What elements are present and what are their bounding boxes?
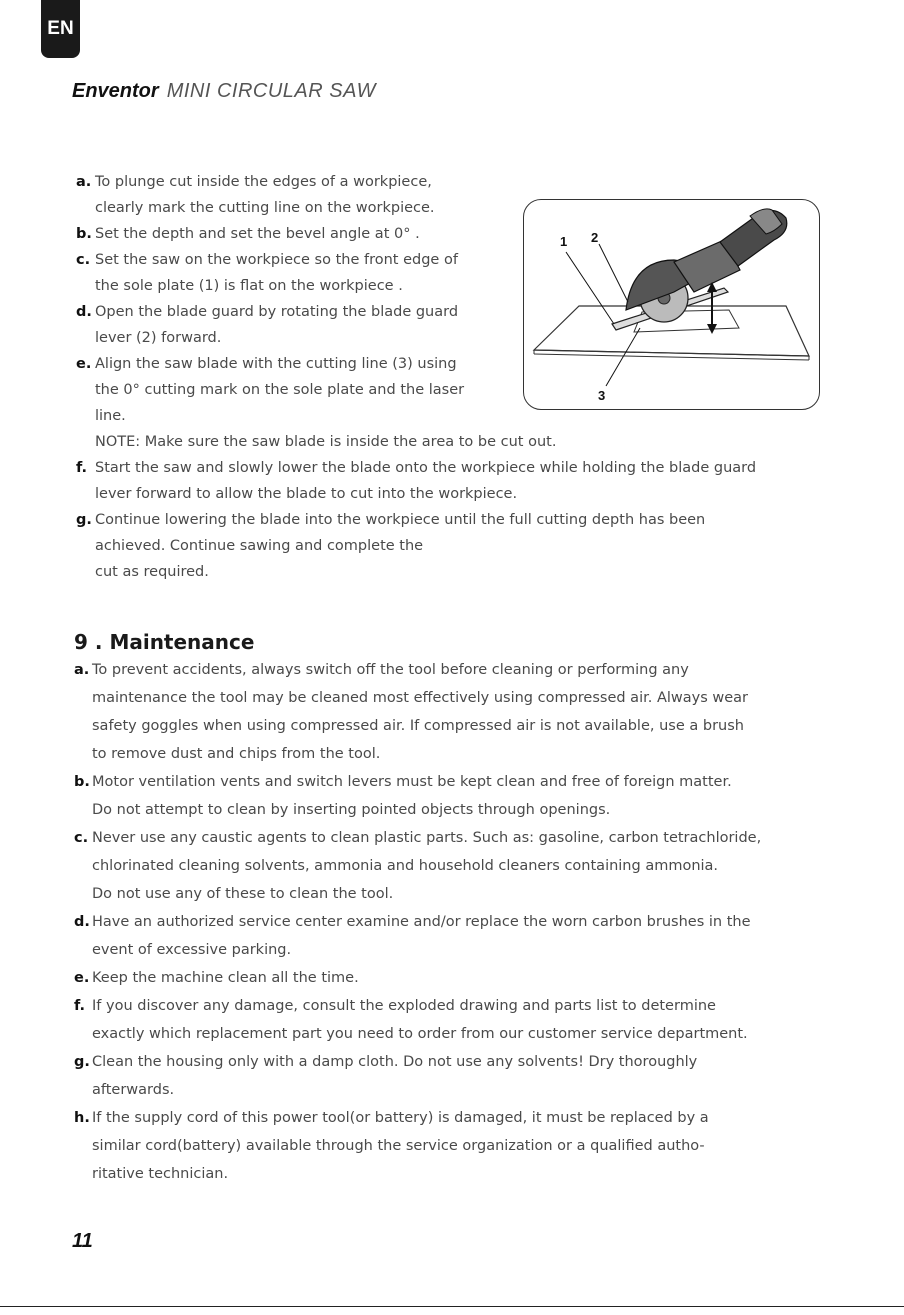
list-item-line: NOTE: Make sure the saw blade is inside the area to be cut out. — [95, 434, 557, 450]
language-tab: EN — [41, 0, 80, 58]
list-marker: d. — [76, 304, 92, 320]
list-item-line: event of excessive parking. — [92, 942, 292, 958]
list-marker: a. — [74, 662, 90, 678]
list-item-line: the sole plate (1) is flat on the workpiece . — [95, 278, 403, 294]
list-item-line: If you discover any damage, consult the exploded drawing and parts list to determine — [92, 998, 716, 1014]
callout-label: 2 — [591, 230, 599, 245]
list-item-line: Open the blade guard by rotating the blade guard — [95, 304, 459, 320]
list-item-line: exactly which replacement part you need to order from our customer service department. — [92, 1026, 748, 1042]
saw-drawing — [524, 200, 821, 411]
list-item-line: similar cord(battery) available through the service organization or a qualified autho- — [92, 1138, 705, 1154]
list-marker: c. — [76, 252, 91, 268]
list-item-line: ritative technician. — [92, 1166, 229, 1182]
list-marker: f. — [76, 460, 88, 476]
list-item-line: Have an authorized service center examine and/or replace the worn carbon brushes in the — [92, 914, 751, 930]
product-name: MINI CIRCULAR SAW — [166, 80, 376, 102]
document-title — [72, 78, 376, 103]
brand-name: Enventor — [72, 80, 159, 102]
list-item-line: safety goggles when using compressed air. If compressed air is not available, use a brush — [92, 718, 744, 734]
list-item-line: Set the saw on the workpiece so the front edge of — [95, 252, 458, 268]
list-item-line: clearly mark the cutting line on the workpiece. — [95, 200, 435, 216]
list-marker: h. — [74, 1110, 90, 1126]
list-marker: a. — [76, 174, 92, 190]
list-item-line: Clean the housing only with a damp cloth. Do not use any solvents! Dry thoroughly — [92, 1054, 698, 1070]
list-item-line: To prevent accidents, always switch off the tool before cleaning or performing any — [92, 662, 689, 678]
callout-label: 1 — [560, 234, 568, 249]
list-item-line: lever (2) forward. — [95, 330, 222, 346]
callout-label: 3 — [598, 388, 606, 403]
list-item-line: to remove dust and chips from the tool. — [92, 746, 381, 762]
list-item-line: Align the saw blade with the cutting line (3) using — [95, 356, 457, 372]
page-number: 11 — [72, 1230, 93, 1252]
list-item-line: Never use any caustic agents to clean plastic parts. Such as: gasoline, carbon tetrachloride, — [92, 830, 762, 846]
list-marker: d. — [74, 914, 90, 930]
list-item-line: maintenance the tool may be cleaned most effectively using compressed air. Always wear — [92, 690, 749, 706]
list-item-line: Do not use any of these to clean the tool. — [92, 886, 394, 902]
list-item-line: Motor ventilation vents and switch levers must be kept clean and free of foreign matter. — [92, 774, 732, 790]
list-item-line: Keep the machine clean all the time. — [92, 970, 359, 986]
list-marker: b. — [76, 226, 92, 242]
list-item-line: Continue lowering the blade into the workpiece until the full cutting depth has been — [95, 512, 706, 528]
list-item-line: achieved. Continue sawing and complete the — [95, 538, 424, 554]
list-marker: e. — [74, 970, 90, 986]
list-item-line: Do not attempt to clean by inserting pointed objects through openings. — [92, 802, 611, 818]
list-item-line: the 0° cutting mark on the sole plate and the laser — [95, 382, 465, 398]
list-marker: f. — [74, 998, 86, 1014]
list-item-line: If the supply cord of this power tool(or battery) is damaged, it must be replaced by a — [92, 1110, 709, 1126]
list-item-line: cut as required. — [95, 564, 209, 580]
list-marker: g. — [76, 512, 92, 528]
section-heading: 9 . Maintenance — [74, 630, 255, 654]
list-item-line: Start the saw and slowly lower the blade onto the workpiece while holding the blade guard — [95, 460, 757, 476]
list-item-line: afterwards. — [92, 1082, 175, 1098]
list-item-line: chlorinated cleaning solvents, ammonia and household cleaners containing ammonia. — [92, 858, 719, 874]
list-marker: g. — [74, 1054, 90, 1070]
list-marker: b. — [74, 774, 90, 790]
list-marker: e. — [76, 356, 92, 372]
list-marker: c. — [74, 830, 89, 846]
footer-rule — [0, 1306, 904, 1307]
list-item-line: lever forward to allow the blade to cut into the workpiece. — [95, 486, 518, 502]
list-item-line: Set the depth and set the bevel angle at 0° . — [95, 226, 420, 242]
list-item-line: line. — [95, 408, 126, 424]
list-item-line: To plunge cut inside the edges of a workpiece, — [95, 174, 432, 190]
plunge-cut-illustration — [523, 199, 820, 410]
